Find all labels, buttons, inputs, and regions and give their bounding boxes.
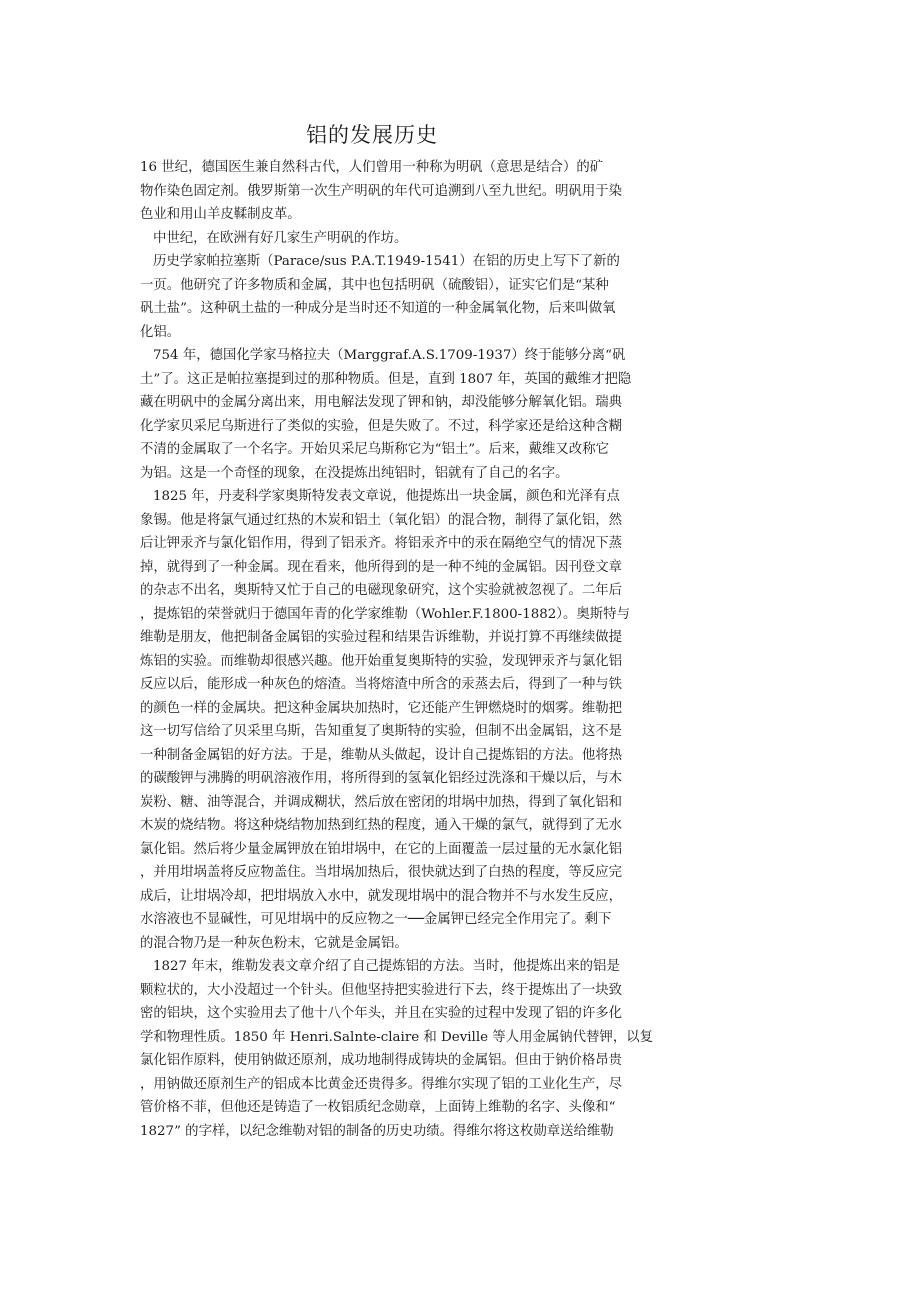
text-line: 后让钾汞齐与氯化铝作用，得到了铝汞齐。将铝汞齐中的汞在隔绝空气的情况下蒸 — [140, 536, 623, 551]
text-line: 不清的金属取了一个名字。开始贝采尼乌斯称它为“铝土”。后来，戴维又改称它 — [140, 442, 609, 457]
text-line: 藏在明矾中的金属分离出来，用电解法发现了钾和钠，却没能够分解氧化铝。瑞典 — [140, 395, 623, 410]
text-line: 16 世纪，德国医生兼自然科古代，人们曾用一种称为明矾（意思是结合）的矿 — [140, 160, 604, 175]
text-line: 历史学家帕拉塞斯（Parace/sus P.A.T.1949-1541）在铝的历史上写下了新的 — [153, 254, 620, 269]
text-line: 的碳酸钾与沸腾的明矾溶液作用，将所得到的氢氧化铝经过洗涤和干燥以后，与木 — [140, 771, 623, 786]
text-line: 象锡。他是将氯气通过红热的木炭和铝土（氧化铝）的混合物，制得了氯化铝，然 — [140, 512, 623, 528]
text-line: 1827” 的字样，以纪念维勒对铝的制备的历史功绩。得维尔将这枚勋章送给维勒 — [140, 1123, 614, 1139]
text-line: 维勒是朋友，他把制备金属铝的实验过程和结果告诉维勒，并说打算不再继续做提 — [140, 630, 623, 645]
text-line: 中世纪，在欧洲有好几家生产明矾的作坊。 — [153, 230, 408, 246]
text-line: 氯化铝。然后将少量金属钾放在铂坩埚中，在它的上面覆盖一层过量的无水氯化铝 — [140, 841, 623, 857]
text-line: 管价格不菲，但他还是铸造了一枚铝质纪念勋章，上面铸上维勒的名字、头像和“ — [140, 1100, 616, 1115]
text-line: ，用钠做还原剂生产的铝成本比黄金还贵得多。得维尔实现了铝的工业化生产，尽 — [140, 1076, 623, 1092]
text-line: 水溶液也不显碱性，可见坩埚中的反应物之一──金属钾已经完全作用完了。剩下 — [140, 912, 612, 927]
text-line: 矾土盐”。这种矾土盐的一种成分是当时还不知道的一种金属氧化物，后来叫做氧 — [140, 301, 616, 316]
text-line: 一种制备金属铝的好方法。于是，维勒从头做起，设计自己提炼铝的方法。他将热 — [140, 747, 623, 763]
text-line: 色业和用山羊皮鞣制皮革。 — [140, 207, 301, 222]
document-title: 铝的发展历史 — [306, 123, 438, 147]
text-line: 1825 年，丹麦科学家奥斯特发表文章说，他提炼出一块金属，颜色和光泽有点 — [153, 489, 620, 504]
text-line: 化铝。 — [140, 324, 181, 340]
text-line: 氯化铝作原料，使用钠做还原剂，成功地制得成铸块的金属铝。但由于钠价格昂贵 — [140, 1053, 623, 1068]
text-line: 754 年，德国化学家马格拉夫（Marggraf.A.S.1709-1937）终于能够分离“矾 — [153, 348, 626, 363]
text-line: 物作染色固定剂。俄罗斯第一次生产明矾的年代可追溯到八至九世纪。明矾用于染 — [140, 183, 623, 199]
text-line: ，并用坩埚盖将反应物盖住。当坩埚加热后，很快就达到了白热的程度，等反应完 — [140, 865, 623, 880]
text-line: 炼铝的实验。而维勒却很感兴趣。他开始重复奥斯特的实验，发现钾汞齐与氯化铝 — [140, 653, 623, 669]
text-line: 反应以后，能形成一种灰色的熔渣。当将熔渣中所含的汞蒸去后，得到了一种与铁 — [140, 677, 623, 692]
text-line: 木炭的烧结物。将这种烧结物加热到红热的程度，通入干燥的氯气，就得到了无水 — [140, 818, 623, 833]
text-line: 颗粒状的，大小没超过一个针头。但他坚持把实验进行下去，终于提炼出了一块致 — [140, 982, 623, 998]
text-line: 掉，就得到了一种金属。现在看来，他所得到的是一种不纯的金属铝。因刊登文章 — [140, 559, 623, 575]
text-line: 炭粉、糖、油等混合，并调成糊状，然后放在密闭的坩埚中加热，得到了氧化铝和 — [140, 794, 623, 810]
text-line: 为铝。这是一个奇怪的现象，在没提炼出纯铝时，铝就有了自己的名字。 — [140, 465, 569, 481]
text-line: 化学家贝采尼乌斯进行了类似的实验，但是失败了。不过，科学家还是给这种含糊 — [140, 418, 623, 434]
text-line: 的颜色一样的金属块。把这种金属块加热时，它还能产生钾燃烧时的烟雾。维勒把 — [140, 700, 623, 716]
text-line: 成后，让坩埚冷却，把坩埚放入水中，就发现坩埚中的混合物并不与水发生反应， — [140, 888, 623, 904]
document-body — [140, 156, 653, 1143]
text-line: 这一切写信给了贝采里乌斯，告知重复了奥斯特的实验，但制不出金属铝，这不是 — [140, 724, 623, 739]
text-line: 学和物理性质。1850 年 Henri.Salnte-claire 和 Deville 等人用金属钠代替钾，以复 — [140, 1029, 653, 1045]
text-line: 的混合物乃是一种灰色粉末，它就是金属铝。 — [140, 935, 408, 951]
text-line: 的杂志不出名，奥斯特又忙于自己的电磁现象研究，这个实验就被忽视了。二年后 — [140, 583, 623, 598]
text-line: 土”了。这正是帕拉塞提到过的那种物质。但是，直到 1807 年，英国的戴维才把隐 — [140, 371, 632, 387]
text-line: 一页。他研究了许多物质和金属，其中也包括明矾（硫酸铝），证实它们是“某种 — [140, 277, 609, 293]
text-line: ，提炼铝的荣誉就归于德国年青的化学家维勒（Wohler.F.1800-1882）。奥斯特与 — [140, 606, 630, 622]
text-line: 1827 年末，维勒发表文章介绍了自己提炼铝的方法。当时，他提炼出来的铝是 — [153, 959, 620, 974]
text-line: 密的铝块，这个实验用去了他十八个年头，并且在实验的过程中发现了铝的许多化 — [140, 1006, 623, 1021]
